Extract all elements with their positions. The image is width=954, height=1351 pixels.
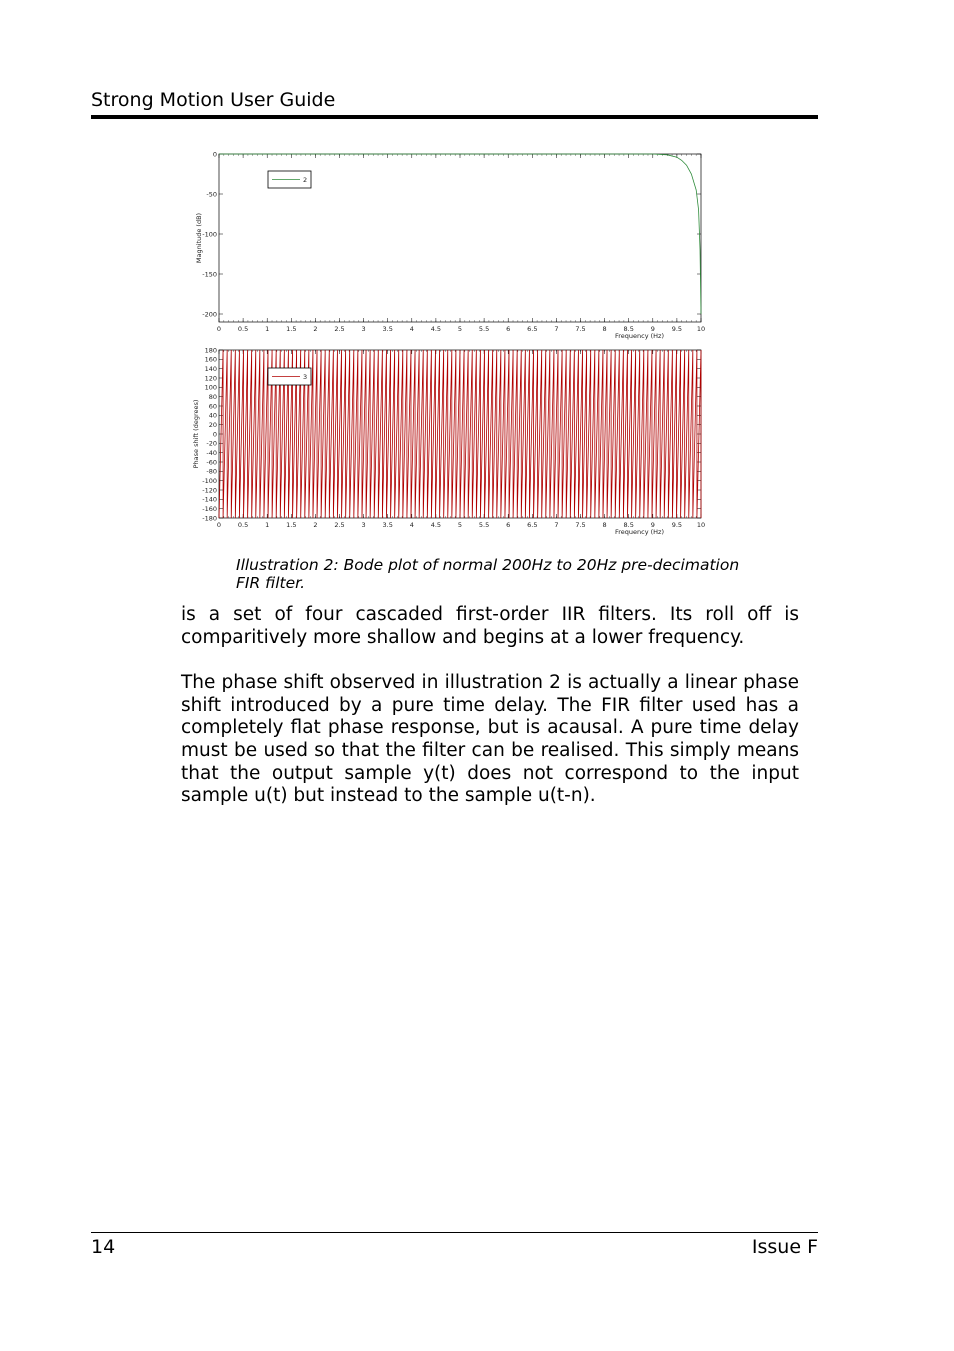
mag-x-tick-label: 3: [361, 325, 366, 333]
phase-x-tick-label: 7: [554, 521, 559, 529]
mag-x-tick-label: 1: [265, 325, 270, 333]
mag-x-tick-label: 7.5: [575, 325, 586, 333]
phase-x-tick-label: 0.5: [237, 521, 249, 529]
mag-x-tick-label: 6.5: [527, 325, 538, 333]
figure-caption: [236, 556, 776, 592]
mag-y-tick-label: -150: [202, 270, 217, 279]
phase-y-tick-label: -80: [206, 467, 217, 476]
phase-y-tick-label: 20: [208, 420, 217, 429]
page-header-title: Strong Motion User Guide: [91, 89, 336, 111]
phase-y-tick-label: -100: [202, 476, 217, 485]
mag-x-tick-label: 2.5: [334, 325, 345, 333]
mag-x-tick-label: 0: [216, 325, 222, 333]
bode-plot-svg: [190, 148, 720, 538]
phase-y-tick-label: 60: [208, 402, 217, 411]
phase-x-tick-label: 9.5: [671, 521, 683, 529]
phase-x-tick-label: 6.5: [527, 521, 538, 529]
phase-x-tick-label: 5.5: [478, 521, 490, 529]
mag-x-tick-label: 1.5: [286, 325, 297, 333]
phase-y-tick-label: -120: [202, 486, 217, 495]
phase-y-tick-label: -20: [206, 439, 217, 448]
magnitude-legend: [268, 171, 311, 188]
magnitude-y-axis-label: Magnitude (dB): [195, 212, 203, 264]
body-text: [181, 604, 799, 831]
phase-x-tick-label: 8.5: [623, 521, 634, 529]
phase-x-tick-label: 5: [457, 521, 463, 529]
mag-x-tick-label: 0.5: [237, 325, 249, 333]
mag-x-tick-label: 9: [650, 325, 655, 333]
phase-y-tick-label: -180: [202, 514, 217, 523]
phase-legend-label: 3: [303, 373, 308, 381]
magnitude-legend-label: 2: [303, 176, 308, 184]
mag-x-tick-label: 4: [409, 325, 414, 333]
figure-caption-line-1: Illustration 2: Bode plot of normal 200Hz to 20Hz pre-decimation: [236, 556, 740, 574]
figure-caption-line-2: FIR filter.: [236, 574, 305, 592]
body-paragraph-2: The phase shift observed in illustration 2 is actually a linear phase shift introduced by a pure time delay. The FIR filter used has a completely flat phase response, but is acausal. A pure time delay must be used so that the filter can be realised. This simply means that the output sample y(t) does not correspond to the input sample u(t) but instead to the sample u(t-n).: [181, 672, 799, 807]
phase-x-tick-label: 9: [650, 521, 655, 529]
mag-x-tick-label: 5.5: [478, 325, 490, 333]
mag-y-tick-label: -100: [202, 230, 217, 239]
mag-x-tick-label: 8: [602, 325, 607, 333]
magnitude-x-axis-label: Frequency (Hz): [614, 332, 664, 340]
body-paragraph-1: is a set of four cascaded first-order IIR filters. Its roll off is comparitively more shallow and begins at a lower frequency.: [181, 604, 799, 648]
phase-y-axis-label: Phase shift (degrees): [192, 399, 200, 469]
phase-x-tick-label: 0: [216, 521, 222, 529]
phase-x-tick-label: 6: [506, 521, 511, 529]
phase-y-tick-label: 140: [204, 364, 217, 373]
phase-y-tick-label: 180: [204, 346, 217, 355]
phase-x-tick-label: 3: [361, 521, 366, 529]
phase-y-tick-label: -160: [202, 504, 217, 513]
mag-x-tick-label: 6: [506, 325, 511, 333]
mag-x-tick-label: 8.5: [623, 325, 634, 333]
page-number: 14: [91, 1236, 116, 1258]
phase-x-tick-label: 1.5: [286, 521, 297, 529]
phase-y-tick-label: -40: [206, 448, 217, 457]
header-rule: [91, 115, 818, 119]
phase-x-tick-label: 10: [696, 521, 706, 529]
phase-y-tick-label: -140: [202, 495, 217, 504]
phase-x-tick-label: 2.5: [334, 521, 345, 529]
phase-x-tick-label: 8: [602, 521, 607, 529]
phase-x-tick-label: 4.5: [430, 521, 442, 529]
phase-x-tick-label: 1: [265, 521, 270, 529]
phase-plot: [192, 346, 705, 536]
phase-x-tick-label: 2: [313, 521, 318, 529]
footer-rule: [91, 1232, 818, 1233]
phase-y-tick-label: 0: [212, 430, 217, 439]
mag-y-tick-label: 0: [212, 150, 217, 159]
mag-x-tick-label: 2: [313, 325, 318, 333]
mag-x-tick-label: 7: [554, 325, 559, 333]
mag-y-tick-label: -50: [206, 190, 217, 199]
phase-x-tick-label: 3.5: [382, 521, 393, 529]
phase-y-tick-label: 40: [208, 411, 217, 420]
phase-y-tick-label: 160: [204, 355, 217, 364]
mag-x-tick-label: 9.5: [671, 325, 683, 333]
issue-label: Issue F: [751, 1236, 818, 1258]
magnitude-plot: [195, 150, 705, 340]
phase-x-tick-label: 7.5: [575, 521, 586, 529]
bode-plot-figure: [190, 148, 720, 538]
mag-x-tick-label: 10: [696, 325, 706, 333]
mag-x-tick-label: 3.5: [382, 325, 393, 333]
phase-y-tick-label: 120: [204, 374, 217, 383]
phase-x-axis-label: Frequency (Hz): [614, 528, 664, 536]
phase-y-tick-label: 80: [208, 392, 217, 401]
mag-x-tick-label: 4.5: [430, 325, 442, 333]
mag-y-tick-label: -200: [202, 310, 217, 319]
mag-x-tick-label: 5: [457, 325, 463, 333]
phase-y-tick-label: -60: [206, 458, 217, 467]
phase-y-tick-label: 100: [204, 383, 217, 392]
phase-x-tick-label: 4: [409, 521, 414, 529]
phase-legend: [268, 368, 311, 385]
